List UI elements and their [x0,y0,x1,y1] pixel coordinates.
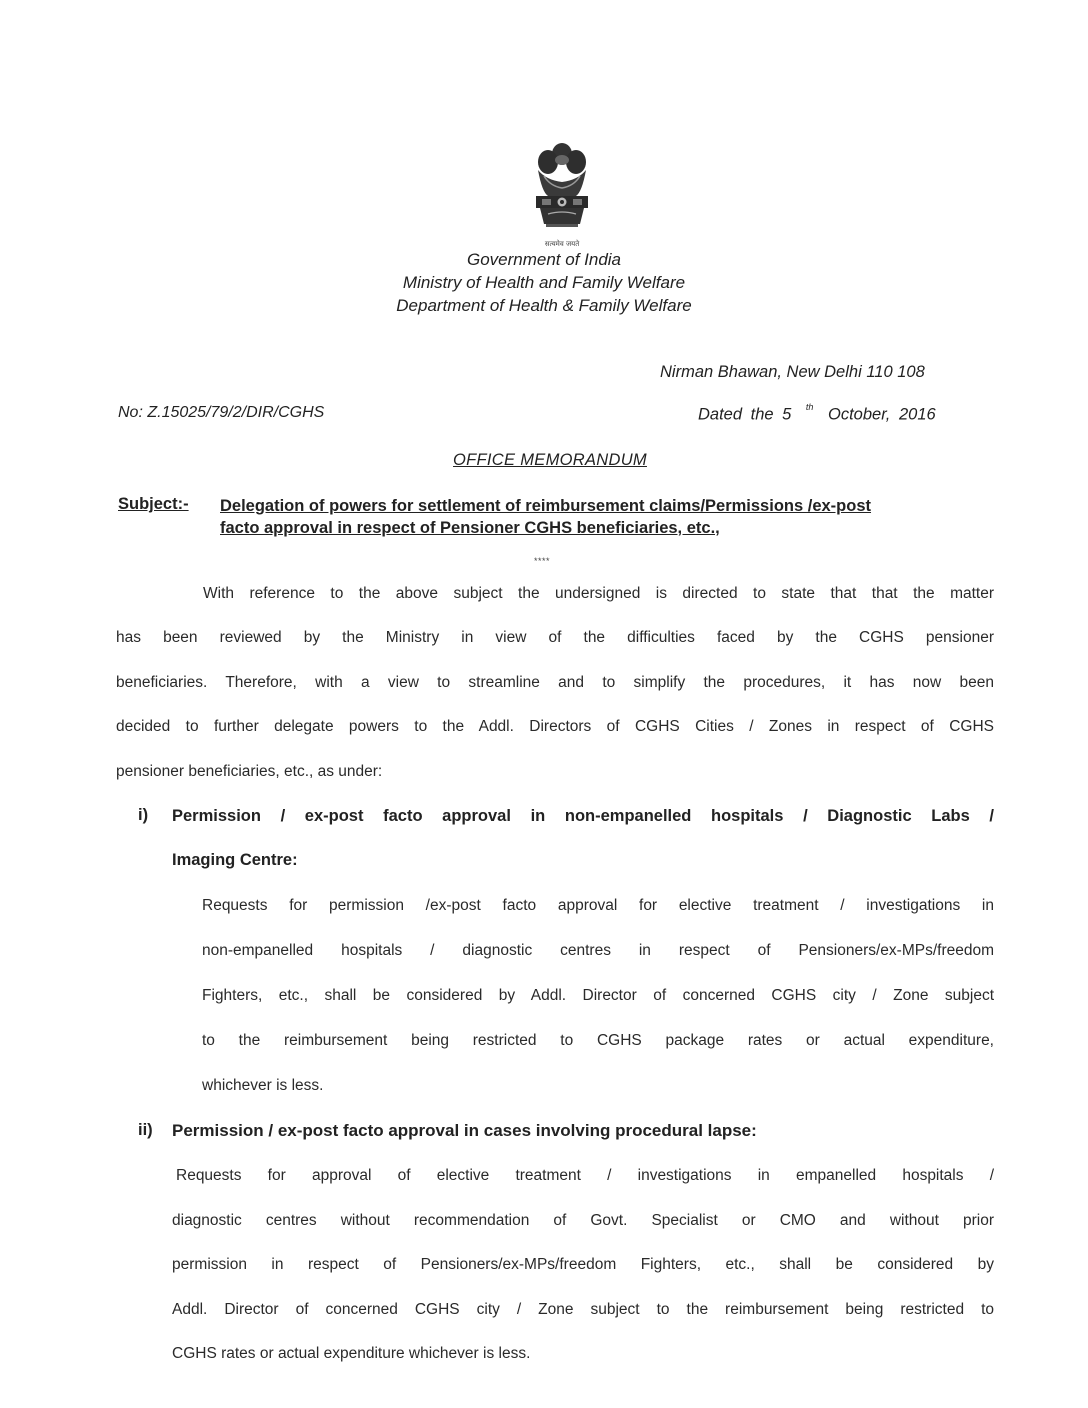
intro-line: beneficiaries. Therefore, with a view to streamline and to simplify the procedures, it has now been [116,673,994,691]
emblem-motto: सत्यमेव जयते [544,240,580,248]
header-department: Department of Health & Family Welfare [396,296,692,315]
item-2-body-line: Requests for approval of elective treatment / investigations in empanelled hospitals / [176,1167,994,1184]
item-1-body-line: Requests for permission /ex-post facto approval for elective treatment / investigations in [202,897,994,914]
intro-line: decided to further delegate powers to the Addl. Directors of CGHS Cities / Zones in respect of CGHS [116,718,994,736]
reference-number: No: Z.15025/79/2/DIR/CGHS [118,404,325,421]
subject-line-2: facto approval in respect of Pensioner CGHS beneficiaries, etc., [220,519,720,537]
item-1-body [202,883,994,1108]
office-address: Nirman Bhawan, New Delhi 110 108 [660,363,925,381]
ashoka-emblem-icon [528,140,596,250]
item-1-body-line: Fighters, etc., shall be considered by Addl. Director of concerned CGHS city / Zone subject [202,987,994,1004]
item-1-body-line: whichever is less. [202,1077,324,1094]
intro-line: has been reviewed by the Ministry in view of the difficulties faced by the CGHS pensioner [116,629,994,647]
item-2-heading [172,1109,757,1153]
subject-line-1: Delegation of powers for settlement of reimbursement claims/Permissions /ex-post [220,497,872,515]
date-superscript: th [805,402,814,412]
subject-label-text: Subject:- [118,495,189,513]
date-suffix: October, 2016 [828,405,936,424]
item-2-heading-line: Permission / ex-post facto approval in cases involving procedural lapse: [172,1121,757,1140]
intro-line: pensioner beneficiaries, etc., as under: [116,762,383,780]
item-2-body-line: Addl. Director of concerned CGHS city / Zone subject to the reimbursement being restricted to [172,1300,994,1318]
item-2-body-line: permission in respect of Pensioners/ex-MPs/freedom Fighters, etc., shall be considered by [172,1256,994,1273]
item-1-body-line: to the reimbursement being restricted to CGHS package rates or actual expenditure, [202,1032,994,1049]
item-1-heading-line: Imaging Centre: [172,851,298,869]
item-2-body-line: CGHS rates or actual expenditure whichever is less. [172,1345,531,1362]
subject-text [220,495,1000,539]
item-1-heading [172,794,994,882]
item-2-numeral: ii) [138,1121,153,1139]
subject-label [118,495,189,514]
header-ministry: Ministry of Health and Family Welfare [402,273,686,292]
separator: **** [534,556,551,566]
item-1-numeral: i) [138,806,149,824]
document-title: OFFICE MEMORANDUM [453,451,647,469]
intro-paragraph [116,572,994,794]
intro-line: With reference to the above subject the undersigned is directed to state that that the matter [203,585,994,602]
item-1-body-line: non-empanelled hospitals / diagnostic centres in respect of Pensioners/ex-MPs/freedom [202,942,994,959]
item-2-body [172,1154,994,1377]
date-line [698,402,936,425]
item-2-body-line: diagnostic centres without recommendation of Govt. Specialist or CMO and without prior [172,1211,994,1229]
item-1-heading-line: Permission / ex-post facto approval in non-empanelled hospitals / Diagnostic Labs / [172,807,994,825]
date-prefix: Dated the 5 [698,405,792,424]
header-government: Government of India [466,250,622,269]
